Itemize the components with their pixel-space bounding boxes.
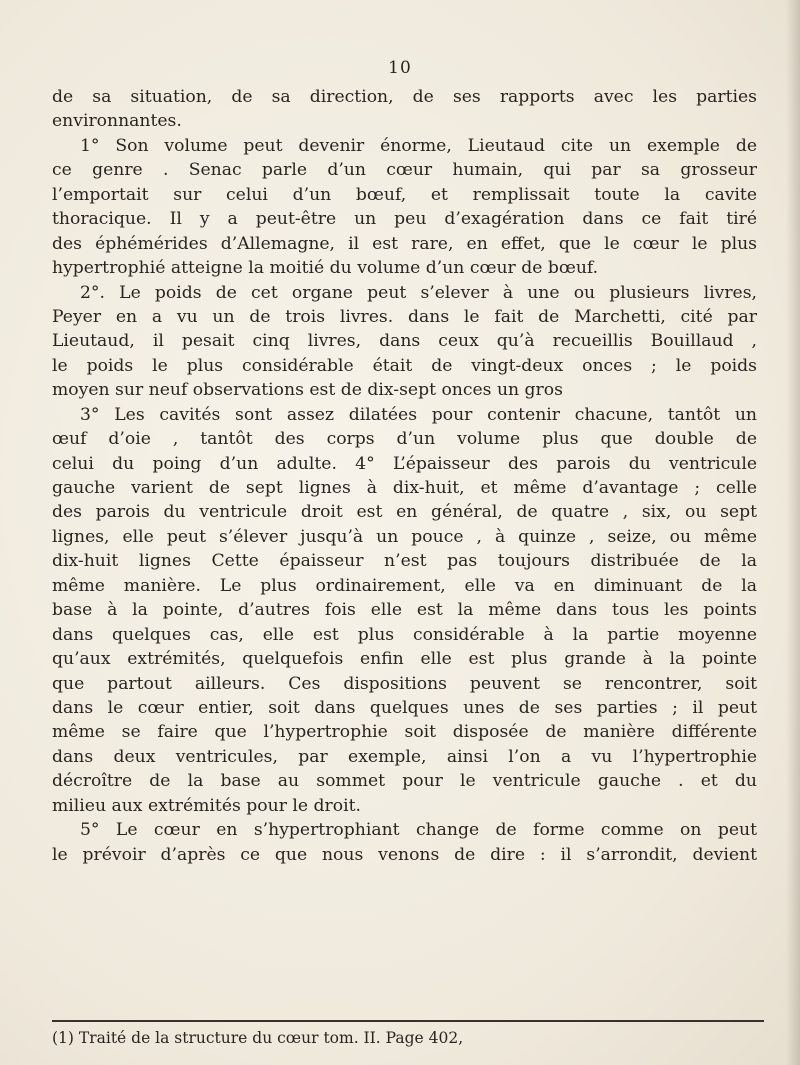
text-line: ce genre . Senac parle d’un cœur humain, qui par sa grosseur	[52, 160, 757, 181]
text-line: œuf d’oie , tantôt des corps d’un volume plus que double de	[52, 429, 757, 450]
text-line: moyen sur neuf observations est de dix-sept onces un gros	[52, 380, 563, 401]
footnote-divider	[52, 1020, 764, 1022]
text-line: des parois du ventricule droit est en général, de quatre , six, ou sept	[52, 502, 757, 523]
text-line: le prévoir d’après ce que nous venons de dire : il s’arrondit, devient	[52, 844, 757, 865]
text-line: dans deux ventricules, par exemple, ainsi l’on a vu l’hypertrophie	[52, 746, 757, 767]
text-line: que partout ailleurs. Ces dispositions peuvent se rencontrer, soit	[52, 673, 757, 694]
text-line: même manière. Le plus ordinairement, elle va en diminuant de la	[52, 575, 757, 596]
body-text	[52, 85, 757, 867]
text-line: dix-huit lignes Cette épaisseur n’est pas toujours distribuée de la	[52, 551, 757, 572]
text-line: 2°. Le poids de cet organe peut s’elever à une ou plusieurs livres,	[80, 282, 757, 303]
text-line: hypertrophié atteigne la moitié du volume d’un cœur de bœuf.	[52, 258, 599, 279]
page-number: 10	[388, 58, 412, 78]
text-line: décroître de la base au sommet pour le ventricule gauche . et du	[52, 771, 757, 792]
text-line: de sa situation, de sa direction, de ses rapports avec les parties	[52, 87, 757, 107]
text-line: 5° Le cœur en s’hypertrophiant change de forme comme on peut	[80, 820, 757, 841]
text-line: lignes, elle peut s’élever jusqu’à un pouce , à quinze , seize, ou même	[52, 526, 757, 547]
text-line: dans le cœur entier, soit dans quelques unes de ses parties ; il peut	[52, 697, 757, 718]
text-line: environnantes.	[52, 111, 182, 132]
page-edge-shadow	[786, 0, 800, 1065]
text-line: thoracique. Il y a peut-être un peu d’exagération dans ce fait tiré	[52, 209, 757, 230]
text-line: milieu aux extrémités pour le droit.	[52, 795, 361, 816]
text-line: qu’aux extrémités, quelquefois enfin elle est plus grande à la pointe	[52, 649, 757, 670]
text-line: base à la pointe, d’autres fois elle est la même dans tous les points	[52, 600, 757, 621]
text-line: même se faire que l’hypertrophie soit disposée de manière différente	[52, 722, 757, 743]
text-line: celui du poing d’un adulte. 4° L’épaisseur des parois du ventricule	[52, 453, 757, 474]
text-line: l’emportait sur celui d’un bœuf, et remplissait toute la cavite	[52, 184, 757, 205]
footnote: (1) Traité de la structure du cœur tom. II. Page 402,	[52, 1029, 464, 1047]
text-line: 3° Les cavités sont assez dilatées pour contenir chacune, tantôt un	[80, 404, 757, 425]
text-line: Peyer en a vu un de trois livres. dans le fait de Marchetti, cité par	[52, 306, 757, 327]
text-line: des éphémérides d’Allemagne, il est rare, en effet, que le cœur le plus	[52, 233, 757, 254]
text-line: dans quelques cas, elle est plus considérable à la partie moyenne	[52, 624, 757, 645]
text-line: 1° Son volume peut devenir énorme, Lieutaud cite un exemple de	[80, 135, 757, 156]
text-line: Lieutaud, il pesait cinq livres, dans ceux qu’à recueillis Bouillaud ,	[52, 331, 757, 352]
text-line: le poids le plus considérable était de vingt-deux onces ; le poids	[52, 355, 757, 376]
text-line: gauche varient de sept lignes à dix-huit, et même d’avantage ; celle	[52, 478, 757, 498]
